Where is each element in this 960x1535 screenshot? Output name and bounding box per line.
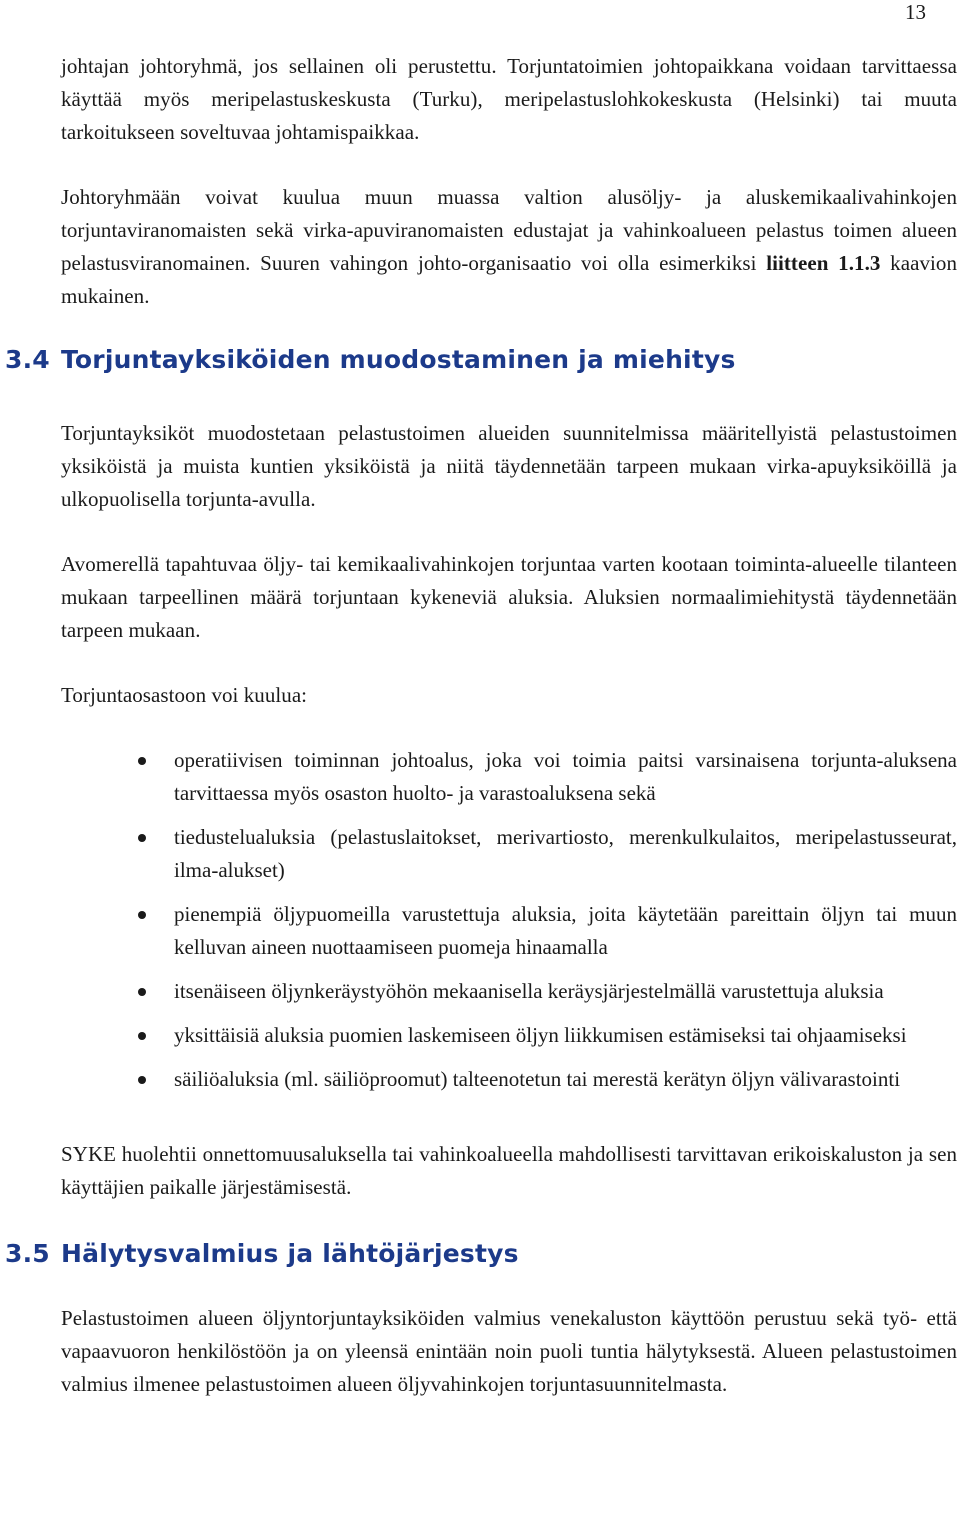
section-title: Hälytysvalmius ja lähtöjärjestys [61,1239,519,1268]
paragraph-unit-formation: Torjuntayksiköt muodostetaan pelastustoimen alueiden suunnitelmissa määritellyistä pelastustoimen yksiköistä ja muista kuntien yksiköistä ja niitä täydennetään tarpeen mukaan virka-apuyksiköillä ja ulkopuolisella torjunta-avulla. [61,421,957,511]
list-item [61,1019,957,1052]
bullet-list [61,744,957,1096]
paragraph-command-group-text: Johtoryhmään voivat kuulua muun muassa valtion alusöljy- ja aluskemikaalivahinkojen torjuntaviranomaisten sekä virka-apuviranomaisten edustajat ja vahinkoalueen pelastus toimen alueen pelastusviranomainen. Suuren vahingon johto-organisaatio voi olla esimerkiksi [61,185,957,275]
paragraph-readiness: Pelastustoimen alueen öljyntorjuntayksiköiden valmius venekaluston käyttöön perustuu sekä työ- että vapaavuoron henkilöstöön ja on yleensä enintään noin puoli tuntia hälytyksestä. Alueen pelastustoimen valmius ilmenee pelastustoimen alueen öljyvahinkojen torjuntasuunnitelmasta. [61,1306,957,1396]
list-item-text: yksittäisiä aluksia puomien laskemiseen öljyn liikkumisen estämiseksi tai ohjaamiseksi [174,1023,907,1047]
list-item-text: säiliöaluksia (ml. säiliöproomut) talteenotetun tai merestä kerätyn öljyn välivarastointi [174,1067,901,1091]
list-item [61,744,957,810]
paragraph-command-location: johtajan johtoryhmä, jos sellainen oli perustettu. Torjuntatoimien johtopaikkana voidaan tarvittaessa käyttää myös meripelastuskeskusta (Turku), meripelastuslohkokeskusta (Helsinki) tai muuta tarkoitukseen soveltuvaa johtamispaikkaa. [61,54,957,144]
list-item [61,898,957,964]
document-body [5,50,957,1401]
list-item-text: itsenäiseen öljynkeräystyöhön mekaanisella keräysjärjestelmällä varustettuja aluksia [174,979,884,1003]
paragraph-command-group [61,181,957,313]
paragraph-command-group-end: kaavion mukainen. [61,251,957,308]
paragraph-open-sea: Avomerellä tapahtuvaa öljy- tai kemikaalivahinkojen torjuntaa varten kootaan toiminta-alueelle tilanteen mukaan tarpeellinen määrä torjuntaan kykeneviä aluksia. Aluksien normaalimiehitystä täydennetään tarpeen mukaan. [61,552,957,642]
section-number: 3.5 [5,1239,50,1268]
paragraph-syke: SYKE huolehtii onnettomuusaluksella tai vahinkoalueella mahdollisesti tarvittavan erikoiskaluston ja sen käyttäjien paikalle järjestämisestä. [61,1142,957,1199]
appendix-reference: liitteen 1.1.3 [766,251,881,275]
bullet-icon [138,757,146,765]
section-title: Torjuntayksiköiden muodostaminen ja miehitys [61,345,736,374]
list-intro: Torjuntaosastoon voi kuulua: [61,683,308,707]
list-item [61,975,957,1008]
bullet-icon [138,1076,146,1084]
bullet-icon [138,911,146,919]
page-number: 13 [905,0,926,24]
section-heading-3-5 [5,1237,957,1271]
list-item-text: tiedustelualuksia (pelastuslaitokset, merivartiosto, merenkulkulaitos, meripelastusseurat, ilma-alukset) [174,825,957,882]
section-number: 3.4 [5,345,50,374]
list-item-text: pienempiä öljypuomeilla varustettuja aluksia, joita käytetään pareittain öljyn tai muun kelluvan aineen nuottaamiseen puomeja hinaamalla [174,902,957,959]
bullet-icon [138,834,146,842]
list-item [61,1063,957,1096]
list-item [61,821,957,887]
list-item-text: operatiivisen toiminnan johtoalus, joka voi toimia paitsi varsinaisena torjunta-aluksena tarvittaessa myös osaston huolto- ja varastoaluksena sekä [174,748,957,805]
bullet-icon [138,988,146,996]
section-heading-3-4 [5,343,957,377]
bullet-icon [138,1032,146,1040]
